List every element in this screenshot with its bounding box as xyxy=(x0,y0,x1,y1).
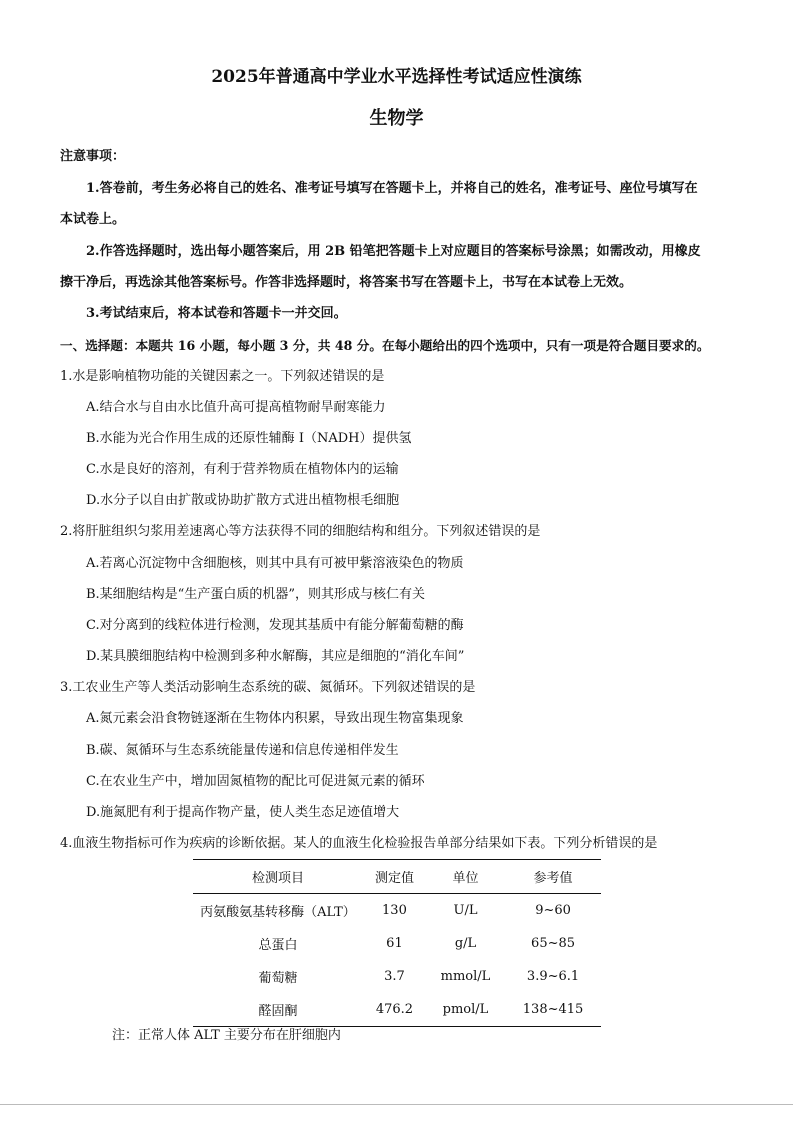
table-cell: g/L xyxy=(454,936,477,951)
table-cell: pmol/L xyxy=(442,1002,489,1017)
table-cell: 葡萄糖 xyxy=(258,971,298,986)
subject-title: 生物学 xyxy=(369,108,424,129)
table-cell: 醛固酮 xyxy=(258,1004,298,1019)
table-cell: 130 xyxy=(382,903,407,918)
column-header: 检测项目 xyxy=(193,860,363,894)
column-header: 单位 xyxy=(426,860,505,894)
question-4-stem: 4.血液生物指标可作为疾病的诊断依据。某人的血液生化检验报告单部分结果如下表。下列分析错误的是 xyxy=(60,836,658,851)
table-cell: U/L xyxy=(453,903,478,918)
question-2-option-c: C.对分离到的线粒体进行检测，发现其基质中有能分解葡萄糖的酶 xyxy=(86,618,464,633)
table-cell: 丙氨酸氨基转移酶（ALT） xyxy=(200,905,356,920)
column-header: 测定值 xyxy=(363,860,426,894)
table-cell: 65~85 xyxy=(531,936,576,951)
notice-item-1-line-1: 1.答卷前，考生务必将自己的姓名、准考证号填写在答题卡上，并将自己的姓名，准考证号、座位号填写在 xyxy=(86,181,698,196)
table-row xyxy=(193,927,601,960)
table-cell: 3.9~6.1 xyxy=(526,969,580,984)
table-row xyxy=(193,993,601,1027)
question-3-option-c: C.在农业生产中，增加固氮植物的配比可促进氮元素的循环 xyxy=(86,774,425,789)
question-2-option-b: B.某细胞结构是“生产蛋白质的机器”，则其形成与核仁有关 xyxy=(86,587,425,602)
question-3-option-d: D.施氮肥有利于提高作物产量，使人类生态足迹值增大 xyxy=(86,805,400,820)
table-footnote: 注：正常人体 ALT 主要分布在肝细胞内 xyxy=(112,1028,341,1043)
column-header: 参考值 xyxy=(505,860,601,894)
table-cell: 476.2 xyxy=(375,1002,414,1017)
table-cell: 3.7 xyxy=(384,969,405,984)
table-cell: 138~415 xyxy=(522,1002,584,1017)
question-1-option-d: D.水分子以自由扩散或协助扩散方式进出植物根毛细胞 xyxy=(86,493,400,508)
notice-item-2-line-2: 擦干净后，再选涂其他答案标号。作答非选择题时，将答案书写在答题卡上，书写在本试卷上无效。 xyxy=(60,275,633,290)
notice-item-1-line-2: 本试卷上。 xyxy=(60,212,126,227)
notice-item-3: 3.考试结束后，将本试卷和答题卡一并交回。 xyxy=(86,306,347,321)
table-cell: mmol/L xyxy=(440,969,491,984)
question-3-option-b: B.碳、氮循环与生态系统能量传递和信息传递相伴发生 xyxy=(86,743,399,758)
question-3-stem: 3.工农业生产等人类活动影响生态系统的碳、氮循环。下列叙述错误的是 xyxy=(60,680,476,695)
table-header-row xyxy=(193,860,601,894)
question-2-option-a: A.若离心沉淀物中含细胞核，则其中具有可被甲紫溶液染色的物质 xyxy=(86,556,464,571)
table-cell: 9~60 xyxy=(535,903,571,918)
exam-title: 2025年普通高中学业水平选择性考试适应性演练 xyxy=(211,67,582,87)
page-bottom-rule xyxy=(0,1104,793,1105)
table-cell: 总蛋白 xyxy=(258,938,298,953)
table-row xyxy=(193,894,601,928)
lab-results-table xyxy=(193,859,601,1027)
question-1-option-c: C.水是良好的溶剂，有利于营养物质在植物体内的运输 xyxy=(86,462,399,477)
notice-item-2-line-1: 2.作答选择题时，选出每小题答案后，用 2B 铅笔把答题卡上对应题目的答案标号涂黑；如需改动，用橡皮 xyxy=(86,244,701,259)
question-2-stem: 2.将肝脏组织匀浆用差速离心等方法获得不同的细胞结构和组分。下列叙述错误的是 xyxy=(60,524,541,539)
question-2-option-d: D.某具膜细胞结构中检测到多种水解酶，其应是细胞的“消化车间” xyxy=(86,649,465,664)
question-1-option-a: A.结合水与自由水比值升高可提高植物耐旱耐寒能力 xyxy=(86,400,386,415)
table-cell: 61 xyxy=(386,936,403,951)
question-1-stem: 1.水是影响植物功能的关键因素之一。下列叙述错误的是 xyxy=(60,369,385,384)
question-1-option-b: B.水能为光合作用生成的还原性辅酶 Ⅰ（NADH）提供氢 xyxy=(86,431,412,446)
table-row xyxy=(193,960,601,993)
question-3-option-a: A.氮元素会沿食物链逐渐在生物体内积累，导致出现生物富集现象 xyxy=(86,711,464,726)
section-heading: 一、选择题：本题共 16 小题，每小题 3 分，共 48 分。在每小题给出的四个选项中，只有一项是符合题目要求的。 xyxy=(60,338,710,353)
notice-heading: 注意事项： xyxy=(60,149,126,164)
